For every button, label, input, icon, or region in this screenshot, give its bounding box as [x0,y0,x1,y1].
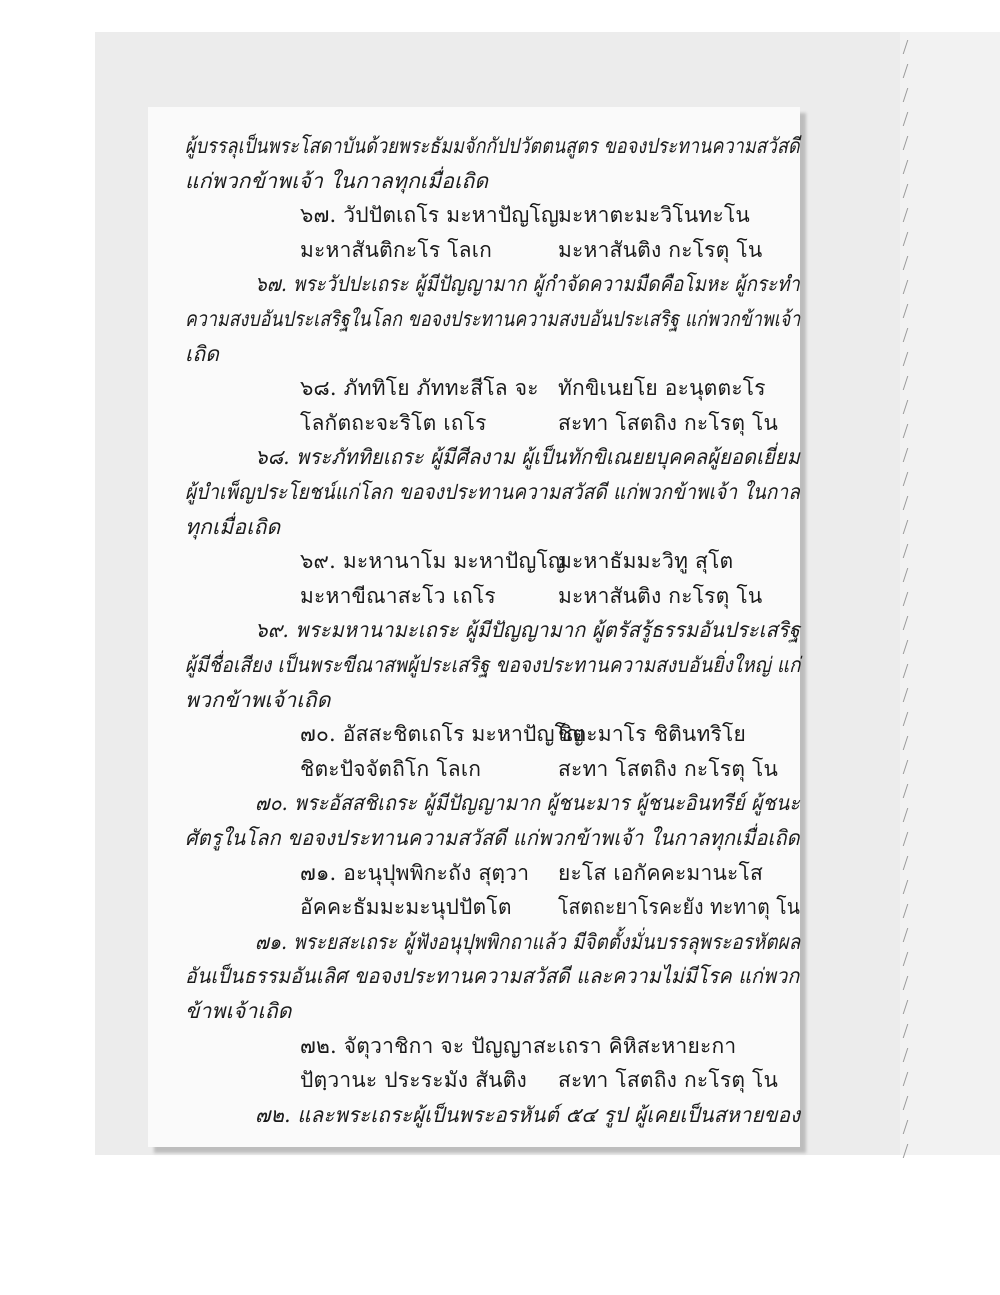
verse-line: มะหาสันติง กะโรตุ โน [558,583,763,608]
text-line: ความสงบอันประเสริฐในโลก ขอจงประทานความสงบอันประเสริฐ แก่พวกข้าพเจ้า [185,307,801,331]
text-line: ๖๘. พระภัททิยเถระ ผู้มีศีลงาม ผู้เป็นทักขิเณยยบุคคลผู้ยอดเยี่ยม [255,445,800,470]
verse-line: สะทา โสตถิง กะโรตุ โน [558,1068,779,1093]
verse-line: ยะโส เอกัคคะมานะโส [558,860,764,885]
text-line: พวกข้าพเจ้าเถิด [185,687,331,712]
text-line: ผู้บำเพ็ญประโยชน์แก่โลก ขอจงประทานความสวัสดี แก่พวกข้าพเจ้า ในกาล [185,480,801,504]
verse-line: ทักขิเนยโย อะนุตตะโร [558,376,766,401]
verse-line: ชิตะปัจจัตถิโก โลเก [300,756,482,781]
text-line: เถิด [185,341,220,366]
text-line: ๗๒. และพระเถระผู้เป็นพระอรหันต์ ๕๔ รูป ผู้เคยเป็นสหายของ [255,1102,801,1127]
verse-line: ๖๙. มะหานาโม มะหาปัญโญ [300,549,567,574]
verse-line: ๖๗. วัปปัตเถโร มะหาปัญโญ [300,203,560,228]
text-line: ๗๐. พระอัสสชิเถระ ผู้มีปัญญามาก ผู้ชนะมาร ผู้ชนะอินทรีย์ ผู้ชนะ [255,791,800,816]
text-line: ผู้บรรลุเป็นพระโสดาบันด้วยพระธัมมจักกัปปวัตตนสูตร ขอจงประทานความสวัสดี [185,134,800,158]
verse-line: มะหาขีณาสะโว เถโร [300,583,496,608]
verse-line: ๗๐. อัสสะชิตเถโร มะหาปัญโญ [300,722,585,747]
verse-line: ๗๒. จัตุวาชิกา จะ ปัญญาสะ [300,1033,558,1058]
verse-line: อัคคะธัมมะมะนุปปัตโต [300,895,512,920]
text-line: ศัตรูในโลก ขอจงประทานความสวัสดี แก่พวกข้าพเจ้า ในกาลทุกเมื่อเถิด [185,826,800,850]
verse-line: ๖๘. ภัททิโย ภัททะสีโล จะ [300,376,539,401]
binding-edge [900,32,1000,1155]
verse-line: ปัตฺวานะ ประระมัง สันติง [300,1068,527,1093]
verse-line: มะหาตะมะวิโนทะโน [558,203,750,228]
verse-line: มะหาธัมมะวิทู สุโต [558,549,734,574]
verse-line: โสตถะยาโรคะยัง ทะทาตุ โน [558,895,801,920]
verse-line: ชิตะมาโร ชิตินทริโย [558,722,746,747]
verse-line: มะหาสันติง กะโรตุ โน [558,237,763,262]
verse-line: ๗๑. อะนุปุพพิกะถัง สุตฺวา [300,860,530,885]
text-line: ผู้มีชื่อเสียง เป็นพระขีณาสพผู้ประเสริฐ ขอจงประทานความสงบอันยิ่งใหญ่ แก่ [185,653,801,677]
text-line: ๖๗. พระวัปปะเถระ ผู้มีปัญญามาก ผู้กำจัดความมืดคือโมหะ ผู้กระทำ [255,272,801,297]
text-line: ๗๑. พระยสะเถระ ผู้ฟังอนุปุพพิกถาแล้ว มีจิตตั้งมั่นบรรลุพระอรหัตผล [255,929,801,954]
verse-line: เถรา คิหิสะหายะกา [558,1033,737,1058]
verse-line: โลกัตถะจะริโต เถโร [300,410,487,435]
verse-line: มะหาสันติกะโร โลเก [300,237,493,262]
text-line: ๖๙. พระมหานามะเถระ ผู้มีปัญญามาก ผู้ตรัสรู้ธรรมอันประเสริฐ [255,618,800,643]
text-line: ข้าพเจ้าเถิด [185,999,292,1023]
text-line: ทุกเมื่อเถิด [185,514,281,539]
verse-line: สะทา โสตถิง กะโรตุ โน [558,756,779,781]
text-line: อันเป็นธรรมอันเลิศ ขอจงประทานความสวัสดี และความไม่มีโรค แก่พวก [185,964,800,989]
text-line: แก่พวกข้าพเจ้า ในกาลทุกเมื่อเถิด [185,168,489,193]
verse-line: สะทา โสตถิง กะโรตุ โน [558,410,779,435]
